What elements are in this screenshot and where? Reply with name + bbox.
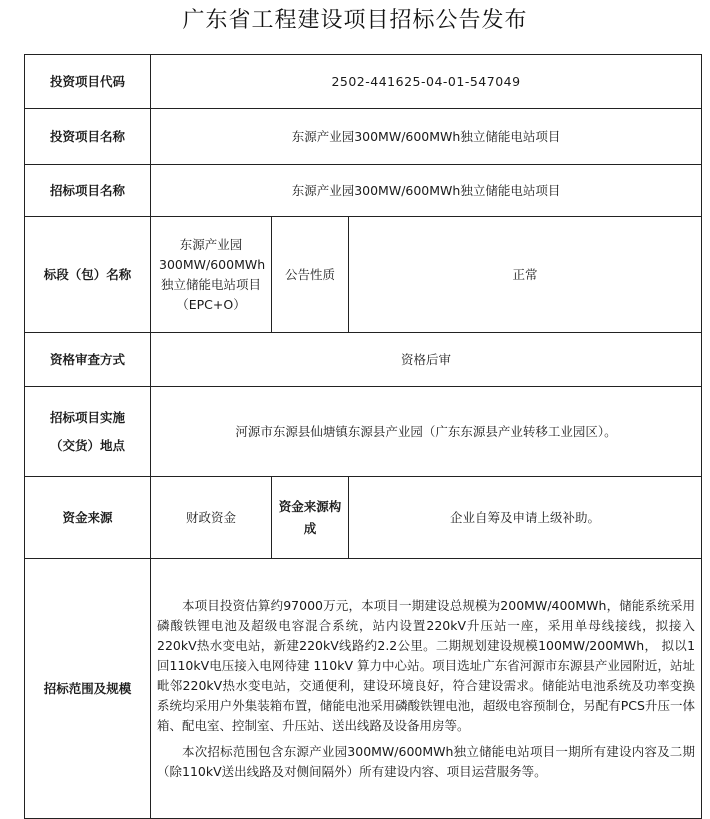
review-value: 资格后审 xyxy=(151,333,702,387)
funding-composition-label: 资金来源构成 xyxy=(272,477,349,559)
scope-value xyxy=(151,559,702,819)
notice-nature-label: 公告性质 xyxy=(272,217,349,333)
project-name-label: 投资项目名称 xyxy=(25,109,151,165)
location-label-line2: （交货）地点 xyxy=(49,437,125,453)
row-section xyxy=(25,217,702,333)
project-code-value: 2502-441625-04-01-547049 xyxy=(151,55,702,109)
location-value: 河源市东源县仙塘镇东源县产业园（广东东源县产业转移工业园区）。 xyxy=(151,387,702,477)
row-scope xyxy=(25,559,702,819)
row-review xyxy=(25,333,702,387)
notice-nature-value: 正常 xyxy=(349,217,702,333)
row-project-name xyxy=(25,109,702,165)
location-label-line1: 招标项目实施 xyxy=(49,409,125,425)
location-label xyxy=(25,387,151,477)
row-tender-name xyxy=(25,165,702,217)
row-location xyxy=(25,387,702,477)
scope-paragraph-1: 本项目投资估算约97000万元，本项目一期建设总规模为200MW/400MWh，储能系统采用磷酸铁锂电池及超级电容混合系统，站内设置220kV升压站一座，采用单母线接线，拟接入220kV热水变电站，新建220kV线路约2.2公里。二期规划建设规模100MW/200MWh， 拟以1回110kV电压接入电网待建 110kV 算力中心站。项目选址广东省河源市东源县产业园附近，站址毗邻220kV热水变电站，交通便利，建设环境良好，符合建设需求。储能站电池系统及功率变换系统均采用户外集装箱布置，储能电池采用磷酸铁锂电池，超级电容预制仓，另配有PCS升压一体箱、配电室、控制室、升压站、送出线路及设备用房等。 xyxy=(157,597,696,733)
funding-value: 财政资金 xyxy=(151,477,272,559)
scope-label: 招标范围及规模 xyxy=(25,559,151,819)
review-label: 资格审查方式 xyxy=(25,333,151,387)
section-label: 标段（包）名称 xyxy=(25,217,151,333)
project-code-label: 投资项目代码 xyxy=(25,55,151,109)
project-name-value: 东源产业园300MW/600MWh独立储能电站项目 xyxy=(151,109,702,165)
funding-composition-value: 企业自筹及申请上级补助。 xyxy=(349,477,702,559)
tender-name-value: 东源产业园300MW/600MWh独立储能电站项目 xyxy=(151,165,702,217)
scope-paragraph-2: 本次招标范围包含东源产业园300MW/600MWh独立储能电站项目一期所有建设内容及二期（除110kV送出线路及对侧间隔外）所有建设内容、项目运营服务等。 xyxy=(157,743,696,779)
row-funding xyxy=(25,477,702,559)
page-title: 广东省工程建设项目招标公告发布 xyxy=(182,8,528,33)
notice-table xyxy=(24,54,702,819)
tender-name-label: 招标项目名称 xyxy=(25,165,151,217)
funding-label: 资金来源 xyxy=(25,477,151,559)
row-project-code xyxy=(25,55,702,109)
section-value: 东源产业园300MW/600MWh独立储能电站项目（EPC+O） xyxy=(151,217,272,333)
